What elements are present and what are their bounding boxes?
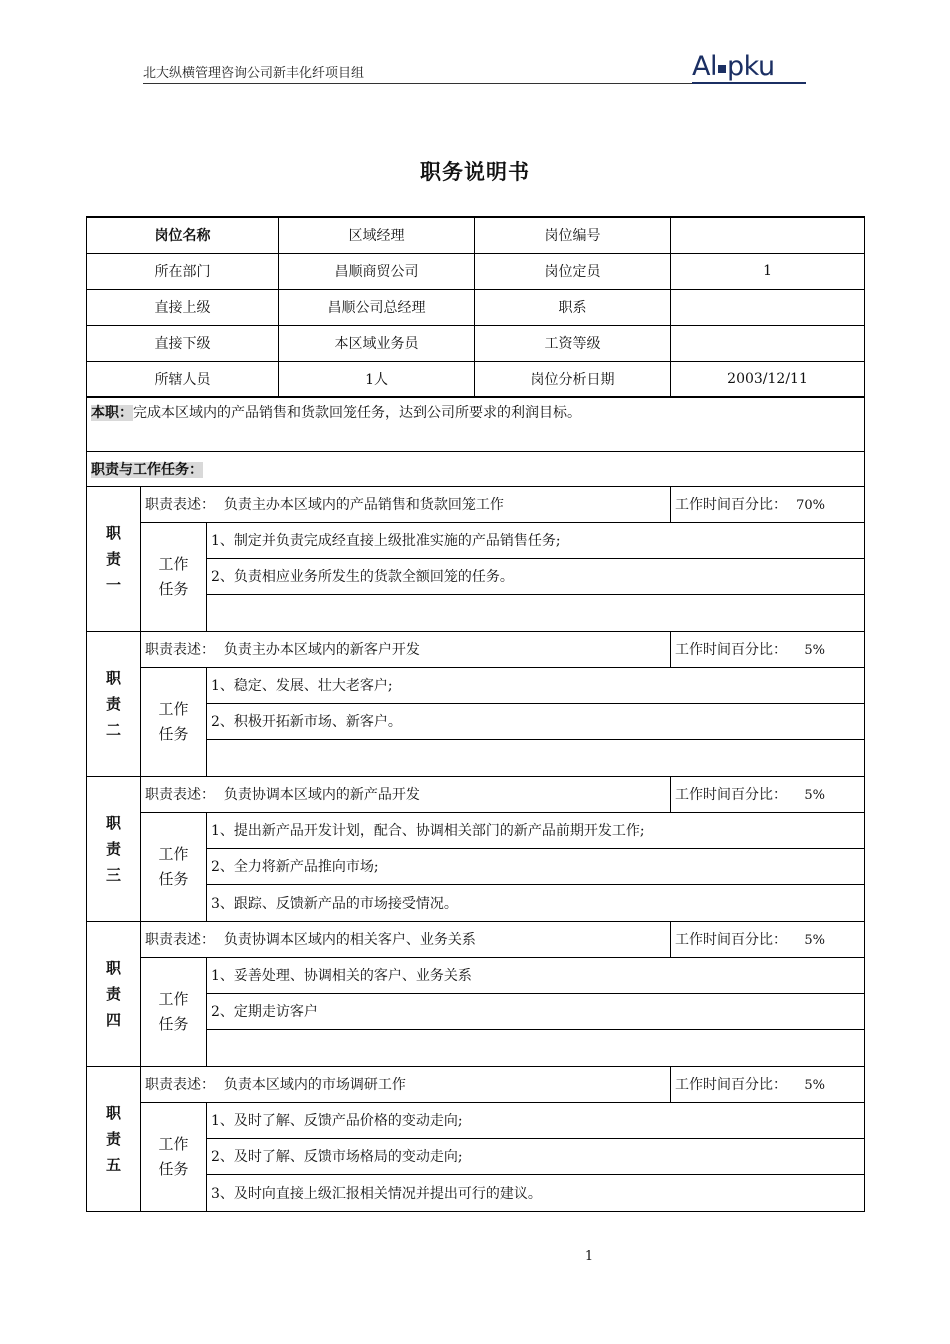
duty-pct [671,631,865,667]
info-label: 岗位编号 [475,217,671,253]
info-label: 所在部门 [87,253,279,289]
info-value: 昌顺公司总经理 [279,289,475,325]
task-item: 1、制定并负责完成经直接上级批准实施的产品销售任务; [207,522,865,558]
task-item: 1、提出新产品开发计划，配合、协调相关部门的新产品前期开发工作; [207,812,865,848]
info-label: 工资等级 [475,325,671,361]
task-item [207,739,865,776]
duty-desc-row [87,921,865,957]
benzhi-cell [87,397,865,451]
duty-pct [671,486,865,522]
pct-prefix: 工作时间百分比： [675,787,788,803]
company-logo [692,52,806,86]
pct-value: 5% [804,788,826,803]
logo-l: l [709,51,717,82]
duties-header-row [87,451,865,486]
job-description-table [86,216,865,1212]
task-item: 2、积极开拓新市场、新客户。 [207,703,865,739]
task-label [141,812,207,921]
task-label-text: 工作任务 [158,1134,189,1178]
pct-prefix: 工作时间百分比： [675,932,788,948]
duty-desc-row [87,631,865,667]
duty-desc [141,1066,671,1102]
info-label: 岗位定员 [475,253,671,289]
task-item [207,594,865,631]
desc-prefix: 职责表述： [145,787,215,803]
benzhi-label: 本职： [91,405,133,421]
desc-prefix: 职责表述： [145,932,215,948]
task-row [87,667,865,703]
duty-desc [141,776,671,812]
task-item: 3、及时向直接上级汇报相关情况并提出可行的建议。 [207,1174,865,1211]
task-label [141,957,207,1066]
page-title: 职务说明书 [420,160,530,184]
info-label: 岗位分析日期 [475,361,671,397]
duty-label-text: 职责二 [105,668,121,739]
info-row [87,289,865,325]
task-label-text: 工作任务 [158,699,189,743]
info-row [87,361,865,397]
task-item: 2、全力将新产品推向市场; [207,848,865,884]
info-row [87,253,865,289]
task-label [141,522,207,631]
task-row [87,957,865,993]
info-label: 职系 [475,289,671,325]
duty-pct [671,921,865,957]
benzhi-row [87,397,865,451]
benzhi-text: 完成本区域内的产品销售和货款回笼任务，达到公司所要求的利润目标。 [133,405,581,421]
pct-value: 5% [804,933,826,948]
info-value: 1人 [279,361,475,397]
duty-label [87,776,141,921]
duty-desc-text: 负责主办本区域内的新客户开发 [223,642,420,658]
task-row [87,1102,865,1138]
duty-label [87,1066,141,1211]
info-row [87,325,865,361]
task-row [87,522,865,558]
info-value: 1 [671,253,865,289]
duty-desc-row [87,486,865,522]
duty-desc [141,486,671,522]
task-item: 2、定期走访客户 [207,993,865,1029]
duties-header: 职责与工作任务： [91,461,203,478]
task-label [141,1102,207,1211]
task-label [141,667,207,776]
info-label: 岗位名称 [87,217,279,253]
task-label-text: 工作任务 [158,989,189,1033]
duty-desc [141,631,671,667]
task-item: 3、跟踪、反馈新产品的市场接受情况。 [207,884,865,921]
task-item: 1、妥善处理、协调相关的客户、业务关系 [207,957,865,993]
info-value [671,217,865,253]
task-item: 2、负责相应业务所发生的货款全额回笼的任务。 [207,558,865,594]
task-label-text: 工作任务 [158,554,189,598]
info-row [87,217,865,253]
info-value: 区域经理 [279,217,475,253]
duties-header-cell [87,451,865,486]
duty-desc-row [87,776,865,812]
logo-pku: pku [727,51,775,82]
duty-pct [671,1066,865,1102]
duty-desc-text: 负责协调本区域内的新产品开发 [223,787,420,803]
duty-desc-text: 负责主办本区域内的产品销售和货款回笼工作 [223,497,504,513]
pct-value: 5% [804,643,826,658]
duty-desc-text: 负责本区域内的市场调研工作 [223,1077,406,1093]
duty-label-text: 职责三 [105,813,121,884]
pct-prefix: 工作时间百分比： [675,642,788,658]
info-label: 所辖人员 [87,361,279,397]
desc-prefix: 职责表述： [145,642,215,658]
task-item: 1、稳定、发展、壮大老客户; [207,667,865,703]
duty-label [87,486,141,631]
pct-prefix: 工作时间百分比： [675,497,788,513]
logo-text [692,52,806,82]
header-org: 北大纵横管理咨询公司新丰化纤项目组 [143,66,365,81]
logo-a: A [692,51,710,82]
task-label-text: 工作任务 [158,844,189,888]
duty-desc-row [87,1066,865,1102]
duty-pct [671,776,865,812]
duty-label-text: 职责一 [105,523,121,594]
info-value [671,289,865,325]
pct-value: 70% [796,498,826,513]
task-item [207,1029,865,1066]
task-item: 2、及时了解、反馈市场格局的变动走向; [207,1138,865,1174]
desc-prefix: 职责表述： [145,1077,215,1093]
duty-label-text: 职责四 [105,958,121,1029]
duty-desc [141,921,671,957]
task-item: 1、及时了解、反馈产品价格的变动走向; [207,1102,865,1138]
pct-value: 5% [804,1078,826,1093]
desc-prefix: 职责表述： [145,497,215,513]
duty-label-text: 职责五 [105,1103,121,1174]
pct-prefix: 工作时间百分比： [675,1077,788,1093]
duty-label [87,631,141,776]
info-value: 本区域业务员 [279,325,475,361]
task-row [87,812,865,848]
page-number: 1 [584,1249,594,1264]
info-label: 直接上级 [87,289,279,325]
info-value: 昌顺商贸公司 [279,253,475,289]
info-value [671,325,865,361]
duty-label [87,921,141,1066]
info-label: 直接下级 [87,325,279,361]
info-value: 2003/12/11 [671,361,865,397]
duty-desc-text: 负责协调本区域内的相关客户、业务关系 [223,932,476,948]
